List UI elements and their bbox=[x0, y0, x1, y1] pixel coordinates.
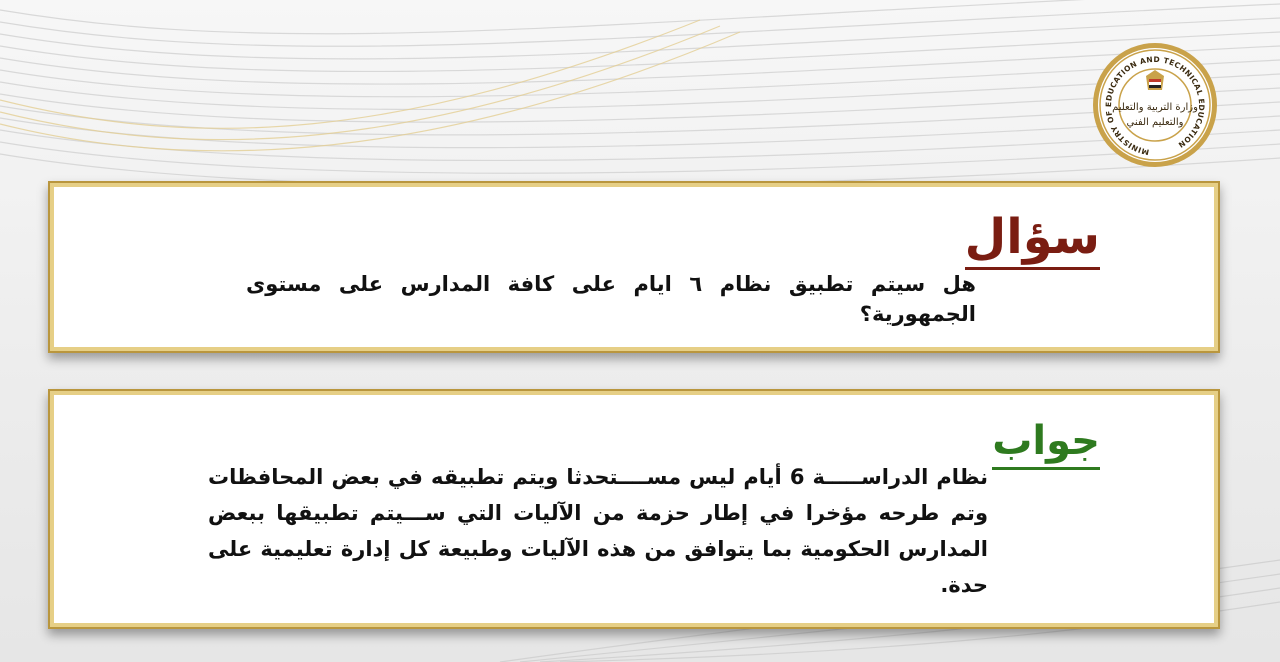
question-title: سؤال bbox=[965, 213, 1100, 270]
ministry-seal-icon bbox=[1090, 42, 1220, 168]
answer-text: نظام الدراســـــة 6 أيام ليس مســــتحدثا ويتم تطبيقه في بعض المحافظات وتم طرحه مؤخرا في إطار حزمة من الآليات التي ســـيتم تطبيقها ببعض المدارس الحكومية بما يتوافق من هذه الآليات وطبيعة كل إدارة تعليمية على حدة. bbox=[208, 465, 988, 597]
ministry-logo bbox=[1090, 42, 1220, 168]
svg-text:وزارة التربية والتعليم: وزارة التربية والتعليم bbox=[1112, 102, 1198, 113]
question-text: هل سيتم تطبيق نظام ٦ ايام على كافة المدارس على مستوى الجمهورية؟ bbox=[246, 272, 976, 326]
question-card bbox=[48, 181, 1220, 353]
svg-text:والتعليم الفني: والتعليم الفني bbox=[1126, 117, 1184, 128]
answer-title: جواب bbox=[992, 421, 1100, 470]
answer-card bbox=[48, 389, 1220, 629]
svg-text:MINISTRY OF EDUCATION AND TECH: MINISTRY OF EDUCATION AND TECHNICAL EDUCATION bbox=[1103, 54, 1207, 157]
